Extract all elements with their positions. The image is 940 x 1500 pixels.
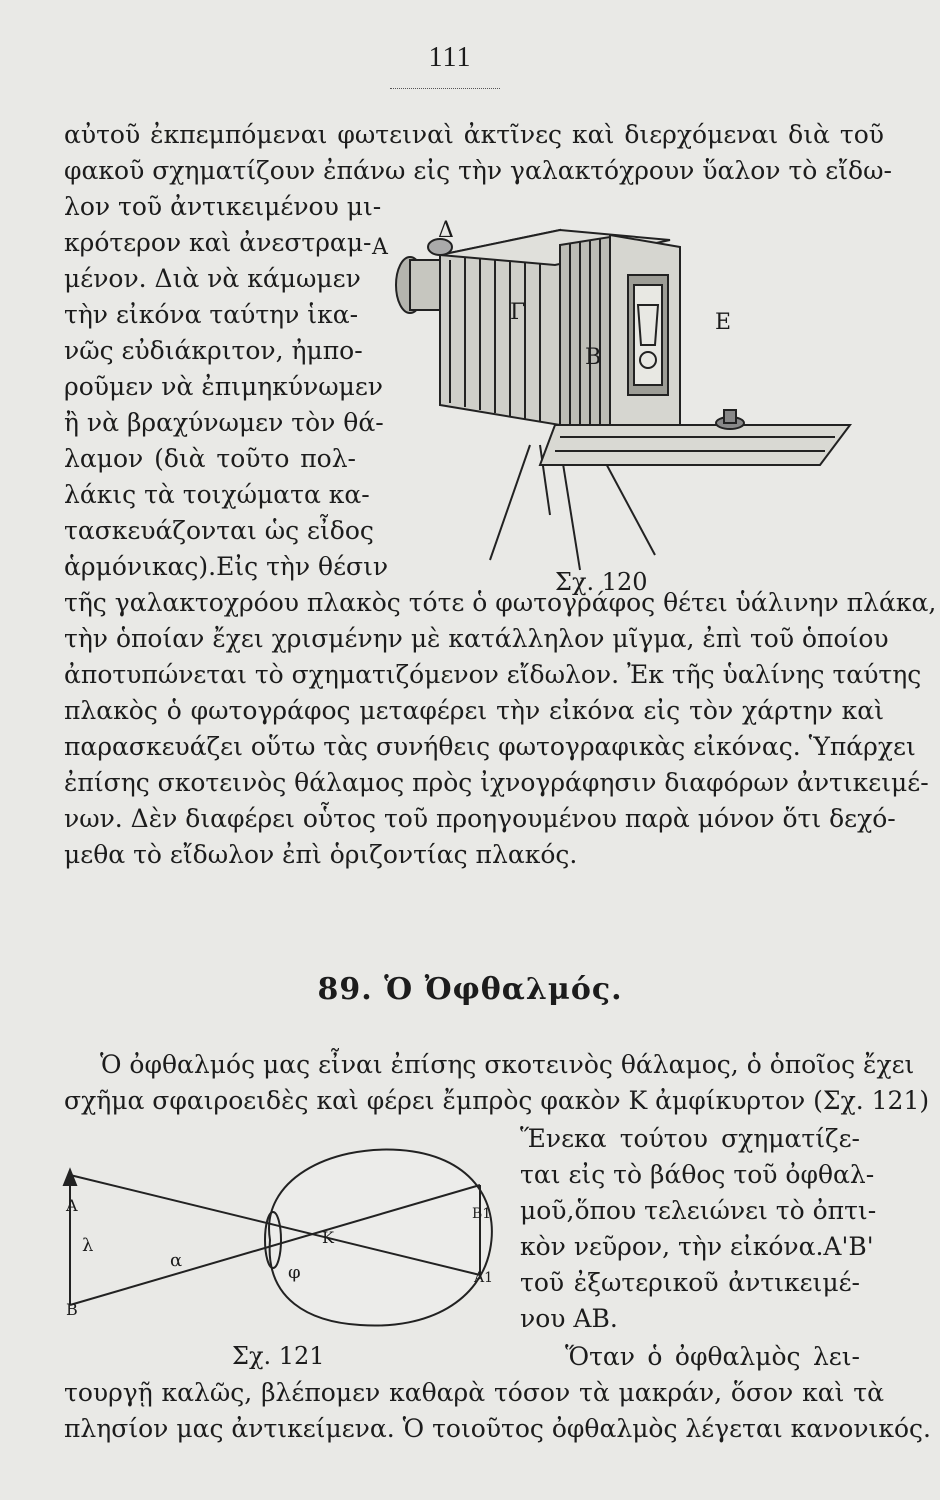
text-line: φακοῦ σχηματίζουν ἐπάνω εἰς τὴν γαλακτόχρουν ὕαλον τὸ εἴδω- [64,156,892,185]
figure-121-eye-diagram [60,1140,510,1340]
text-line: σχῆμα σφαιροειδὲς καὶ φέρει ἔμπρὸς φακὸν Κ ἀμφίκυρτον (Σχ. 121) [64,1086,930,1115]
text-line: λον τοῦ ἀντικειμένου μι- [64,192,382,221]
text-line: τοῦ ἐξωτερικοῦ ἀντικειμέ- [520,1268,860,1297]
text-line: τὴν εἰκόνα ταύτην ἱκα- [64,300,359,329]
text-line: παρασκευάζει οὕτω τὰς συνήθεις φωτογραφικὰς εἰκόνας. Ὑπάρχει [64,732,916,761]
text-line: λαμον (διὰ τοῦτο πολ- [64,444,356,473]
text-line: αὐτοῦ ἐκπεμπόμεναι φωτειναὶ ἀκτῖνες καὶ διερχόμεναι διὰ τοῦ [64,120,884,149]
figure-121-label-k: K [322,1228,334,1247]
figure-121-label-phi: φ [288,1262,301,1283]
text-line: λάκις τὰ τοιχώματα κα- [64,480,370,509]
text-line: κὸν νεῦρον, τὴν εἰκόνα.Α'Β' [520,1232,874,1261]
figure-120-label-b: B [585,345,602,370]
text-line: πλησίον μας ἀντικείμενα. Ὁ τοιοῦτος ὀφθαλμὸς λέγεται κανονικός. [64,1414,931,1443]
figure-120-label-gamma: Γ [510,300,526,325]
page-number-rule [390,88,500,89]
figure-120-camera-illustration [380,215,860,605]
figure-121-caption: Σχ. 121 [232,1342,325,1370]
text-line: Ὁ ὀφθαλμός μας εἶναι ἐπίσης σκοτεινὸς θάλαμος, ὁ ὁποῖος ἔχει [100,1050,915,1079]
section-heading: 89. Ὁ Ὀφθαλμός. [317,972,623,1007]
text-line: πλακὸς ὁ φωτογράφος μεταφέρει τὴν εἰκόνα εἰς τὸν χάρτην καὶ [64,696,884,725]
text-line: ἀποτυπώνεται τὸ σχηματιζόμενον εἴδωλον. Ἐκ τῆς ὑαλίνης ταύτης [64,660,922,689]
figure-120-label-delta: Δ [438,218,454,243]
text-line: νῶς εὐδιάκριτον, ἠμπο- [64,336,363,365]
figure-121-label-b1: B1 [472,1206,492,1222]
text-line: τασκευάζονται ὡς εἶδος [64,516,374,545]
text-line: τὴν ὁποίαν ἔχει χρισμένην μὲ κατάλληλον μῖγμα, ἐπὶ τοῦ ὁποίου [64,624,889,653]
text-line: ἐπίσης σκοτεινὸς θάλαμος πρὸς ἰχνογράφησιν διαφόρων ἀντικειμέ- [64,768,929,797]
text-line: μεθα τὸ εἴδωλον ἐπὶ ὁριζοντίας πλακός. [64,840,578,869]
text-line: μοῦ,ὅπου τελειώνει τὸ ὀπτι- [520,1196,877,1225]
figure-120-caption: Σχ. 120 [555,568,648,596]
page-number: 111 [428,42,472,73]
text-line: ἁρμόνικας).Εἰς τὴν θέσιν [64,552,389,581]
text-line: τουργῇ καλῶς, βλέπομεν καθαρὰ τόσον τὰ μακράν, ὅσον καὶ τὰ [64,1378,884,1407]
figure-121-label-alpha: α [170,1250,183,1271]
text-line: κρότερον καὶ ἀνεστραμ- [64,228,372,257]
figure-121-label-b: B [66,1300,78,1319]
figure-120-label-a: A [372,235,388,260]
text-line: νου ΑΒ. [520,1304,618,1333]
figure-121-label-a1: A1 [474,1270,494,1286]
text-line: ται εἰς τὸ βάθος τοῦ ὀφθαλ- [520,1160,875,1189]
figure-120-label-e: E [715,310,732,335]
text-line: ἢ νὰ βραχύνωμεν τὸν θά- [64,408,384,437]
text-line: Ὅταν ὁ ὀφθαλμὸς λει- [565,1342,860,1371]
text-line: τῆς γαλακτοχρόου πλακὸς τότε ὁ φωτογράφος θέτει ὑάλινην πλάκα, [64,588,937,617]
figure-121-label-a: A [66,1196,78,1215]
text-line: μένον. Διὰ νὰ κάμωμεν [64,264,361,293]
text-line: Ἕνεκα τούτου σχηματίζε- [520,1124,860,1153]
text-line: ροῦμεν νὰ ἐπιμηκύνωμεν [64,372,383,401]
text-line: νων. Δὲν διαφέρει οὗτος τοῦ προηγουμένου παρὰ μόνον ὅτι δεχό- [64,804,896,833]
figure-121-label-lambda: λ [82,1235,94,1256]
